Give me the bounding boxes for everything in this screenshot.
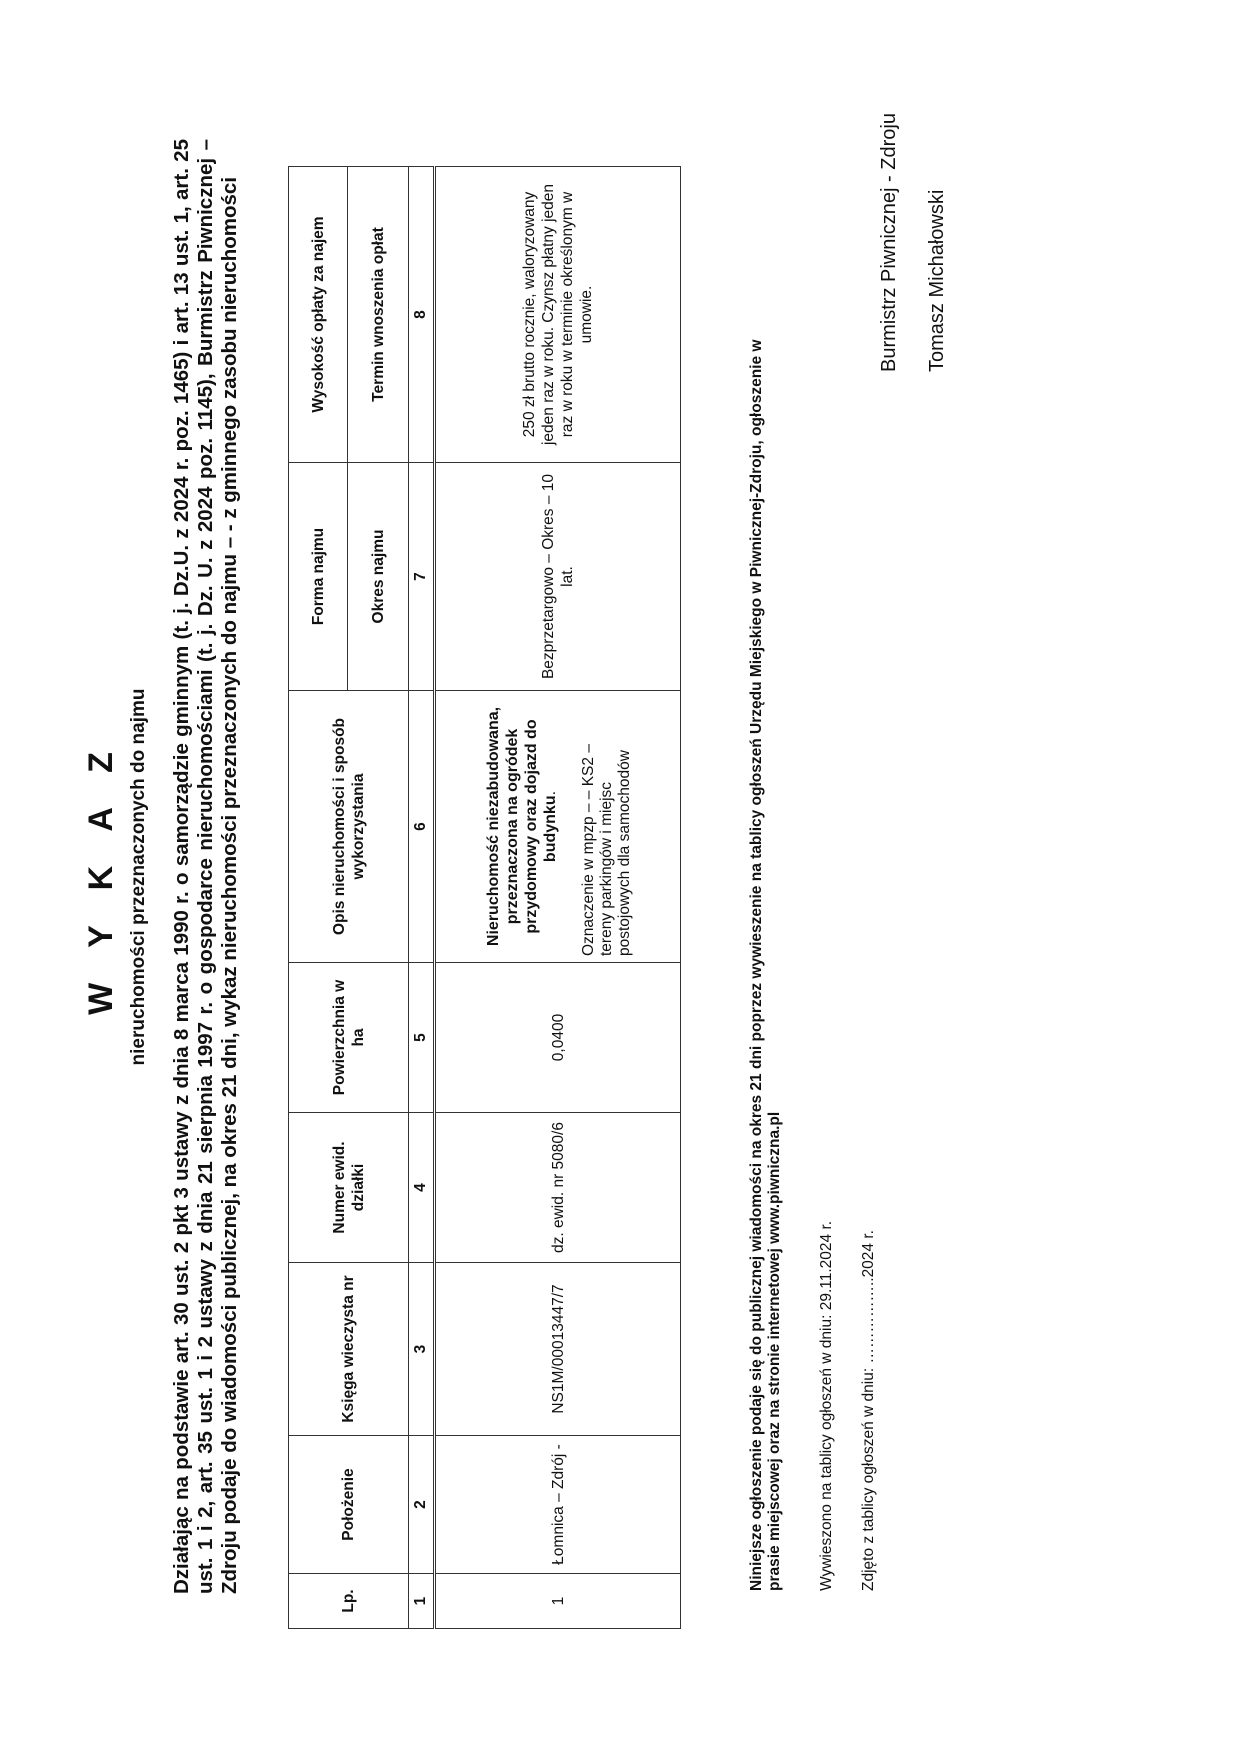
column-number: 1 [409,1574,435,1629]
column-number: 2 [409,1436,435,1574]
header-polozenie: Położenie [289,1436,409,1574]
signature-name: Tomasz Michałowski [926,189,948,372]
opis-description-period: . [542,790,559,796]
opis-description-text: Nieruchomość niezabudowana, przeznaczona na ogródek przydomowy oraz dojazd do budynku [485,706,559,947]
cell-ksiega: NS1M/00013447/7 [435,1263,681,1436]
publication-notice: Niniejsze ogłoszenie podaje się do publicznej wiadomości na okres 21 dni poprzez wywieszenie na tablicy ogłoszeń Urzędu Miejskiego w Piwnicznej-Zdroju, ogłoszenie w prasie miejscowej oraz na stronie internetowej www.piwniczna.pl [748,339,783,1591]
header-lp: Lp. [289,1574,409,1629]
header-forma: Forma najmu [289,463,348,691]
cell-numer: dz. ewid. nr 5080/6 [435,1113,681,1263]
header-ksiega: Księga wieczysta nr [289,1263,409,1436]
cell-forma-okres: Bezprzetargowo – Okres – 10 lat. [435,463,681,691]
document-title: W Y K A Z [82,739,120,1015]
opis-description [484,697,560,956]
column-number: 3 [409,1263,435,1436]
signature-title: Burmistrz Piwnicznej - Zdroju [878,113,900,372]
cell-powierzchnia: 0,0400 [435,963,681,1113]
removed-date-line: Zdjęto z tablicy ogłoszeń w dniu: ……………..2024 r. [860,1230,877,1591]
column-number-row [409,167,435,1629]
column-number: 7 [409,463,435,691]
table-row [435,167,681,1629]
table-header-row [289,167,348,1629]
header-wysokosc: Wysokość opłaty za najem [289,167,348,463]
header-opis: Opis nieruchomości i sposób wykorzystania [289,691,409,963]
column-number: 5 [409,963,435,1113]
header-numer: Numer ewid. działki [289,1113,409,1263]
posted-date-line: Wywieszono na tablicy ogłoszeń w dniu: 29.11.2024 r. [818,1220,835,1591]
cell-lp: 1 [435,1574,681,1629]
document-subtitle: nieruchomości przeznaczonych do najmu [128,688,149,1066]
column-number: 4 [409,1113,435,1263]
cell-opis [435,691,681,963]
cell-oplata: 250 zł brutto rocznie, waloryzowany jeden raz w roku. Czynsz płatny jeden raz w roku w terminie określonym w umowie. [435,167,681,463]
opis-mpzp-note: Oznaczenie w mpzp – – KS2 – tereny parkingów i miejsc postojowych dla samochodów [580,744,633,956]
legal-basis-paragraph: Działając na podstawie art. 30 ust. 2 pkt 3 ustawy z dnia 8 marca 1990 r. o samorządzie gminnym (t. j. Dz.U. z 2024 r. poz. 1465) i art. 13 ust. 1, art. 25 ust. 1 i 2, art. 35 ust. 1 i 2 ustawy z dnia 21 sierpnia 1997 r. o gospodarce nieruchomościami (t. j. Dz. U. z 2024 poz. 1145), Burmistrz Piwnicznej – Zdroju podaje do wiadomości publicznej, na okres 21 dni, wykaz nieruchomości przeznaczonych do najmu – - z gminnego zasobu nieruchomości [170,139,241,1594]
header-powierzchnia: Powierzchnia w ha [289,963,409,1113]
property-table [288,166,681,1629]
column-number: 6 [409,691,435,963]
cell-polozenie: Łomnica – Zdrój - [435,1436,681,1574]
header-termin: Termin wnoszenia opłat [348,167,409,463]
column-number: 8 [409,167,435,463]
header-okres: Okres najmu [348,463,409,691]
